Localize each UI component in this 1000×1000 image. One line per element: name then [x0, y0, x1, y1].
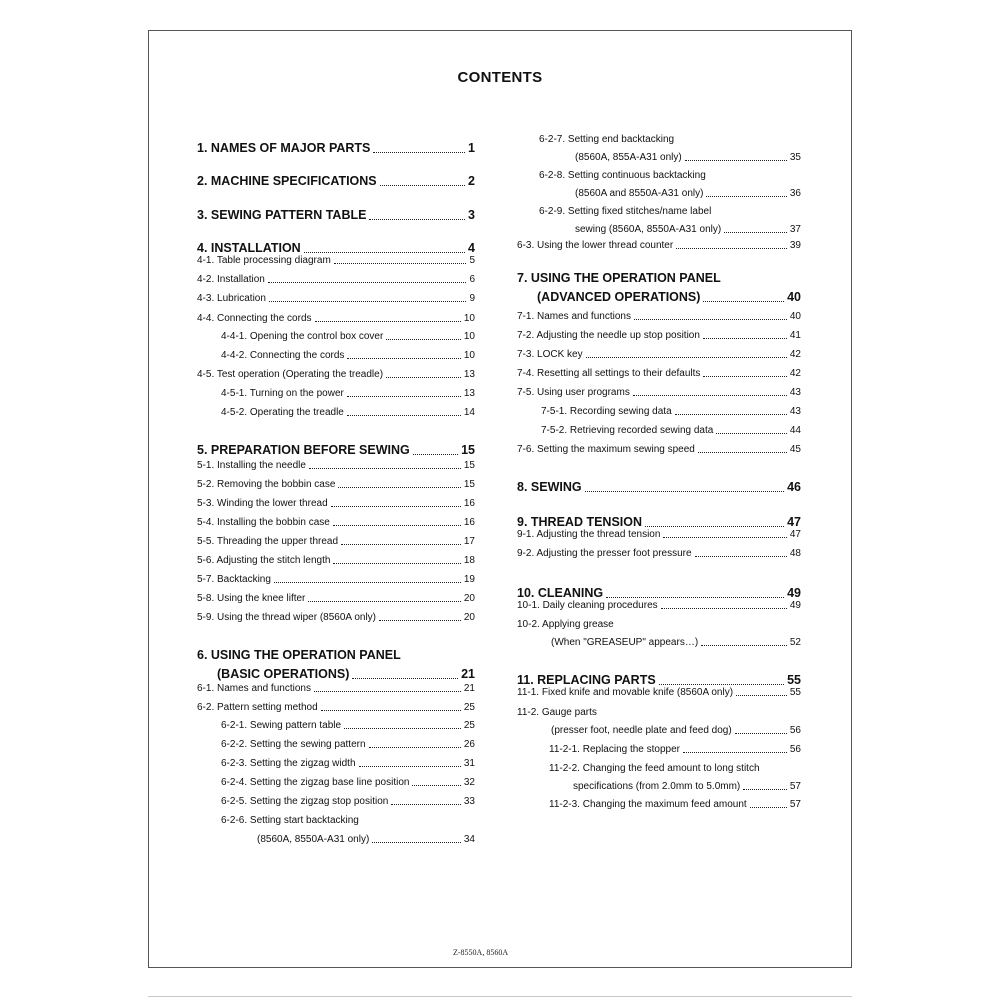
toc-entry-title: 6-2-5. Setting the zigzag stop position: [221, 796, 389, 807]
toc-entry-title: (When "GREASEUP" appears…): [551, 637, 699, 648]
toc-page-number: 6: [469, 274, 475, 285]
toc-entry: [197, 536, 475, 548]
toc-entry-title: 5-4. Installing the bobbin case: [197, 517, 330, 528]
toc-entry-title: 11-2-2. Changing the feed amount to long stitch: [549, 763, 760, 774]
toc-entry-title: 4-2. Installation: [197, 274, 265, 285]
toc-entry-title: 6-3. Using the lower thread counter: [517, 240, 674, 251]
dot-leader: [698, 452, 787, 453]
toc-entry-title: 6. USING THE OPERATION PANEL: [197, 648, 401, 662]
dot-leader: [645, 526, 784, 527]
dot-leader: [701, 645, 787, 646]
toc-entry: [197, 720, 475, 732]
toc-entry-title: 4-4-1. Opening the control box cover: [221, 331, 384, 342]
toc-page-number: 47: [789, 529, 801, 540]
dot-leader: [347, 396, 461, 397]
toc-entry: [517, 311, 801, 323]
page-title: CONTENTS: [457, 69, 543, 86]
toc-entry-title: 6-2-3. Setting the zigzag width: [221, 758, 356, 769]
toc-entry-title: 5. PREPARATION BEFORE SEWING: [197, 443, 410, 457]
toc-entry-title: 11-2-3. Changing the maximum feed amount: [549, 799, 747, 810]
toc-entry-title: 6-2-1. Sewing pattern table: [221, 720, 342, 731]
dot-leader: [724, 232, 787, 233]
toc-entry: [517, 444, 801, 456]
toc-entry: [197, 739, 475, 751]
toc-entry-title: 11-2-1. Replacing the stopper: [549, 744, 681, 755]
dot-leader: [743, 789, 787, 790]
toc-page-number: 17: [463, 536, 475, 547]
toc-entry: [517, 387, 801, 399]
toc-page-number: 16: [463, 498, 475, 509]
toc-page-number: 49: [787, 586, 801, 600]
toc-page-number: 57: [789, 799, 801, 810]
toc-entry: [197, 350, 475, 362]
toc-entry: [197, 555, 475, 567]
toc-page-number: 3: [468, 208, 475, 222]
toc-entry: [517, 368, 801, 380]
toc-entry: [197, 777, 475, 789]
toc-entry-title: 5-9. Using the thread wiper (8560A only): [197, 612, 376, 623]
dot-leader: [675, 414, 787, 415]
dot-leader: [315, 321, 461, 322]
toc-page-number: 15: [463, 460, 475, 471]
toc-entry: [517, 515, 801, 530]
toc-page-number: 41: [789, 330, 801, 341]
dot-leader: [585, 491, 785, 492]
dot-leader: [706, 196, 786, 197]
bottom-divider: [148, 996, 852, 997]
toc-entry: [197, 834, 475, 846]
toc-entry-title: 10-1. Daily cleaning procedures: [517, 600, 658, 611]
toc-entry-title: 6-2-4. Setting the zigzag base line position: [221, 777, 410, 788]
toc-entry: [517, 637, 801, 649]
toc-entry: [517, 290, 801, 305]
toc-entry-title: 5-5. Threading the upper thread: [197, 536, 339, 547]
toc-page-number: 4: [468, 241, 475, 255]
dot-leader: [333, 563, 460, 564]
toc-entry: [517, 799, 801, 811]
toc-page-number: 10: [463, 313, 475, 324]
toc-page-number: 55: [789, 687, 801, 698]
toc-entry-title: 6-2-9. Setting fixed stitches/name label: [539, 206, 712, 217]
toc-entry: [517, 687, 801, 699]
toc-page-number: 18: [463, 555, 475, 566]
toc-entry-title: 6-1. Names and functions: [197, 683, 311, 694]
toc-entry-title: 10. CLEANING: [517, 586, 604, 600]
toc-page-number: 5: [469, 255, 475, 266]
toc-entry: [197, 407, 475, 419]
toc-entry: [517, 586, 801, 601]
toc-entry-title: 4-3. Lubrication: [197, 293, 266, 304]
toc-entry: [197, 331, 475, 343]
dot-leader: [736, 695, 787, 696]
toc-entry-title: sewing (8560A, 8550A-A31 only): [575, 224, 722, 235]
toc-entry: [517, 406, 801, 418]
toc-entry: [197, 241, 475, 256]
dot-leader: [333, 525, 461, 526]
toc-page-number: 49: [789, 600, 801, 611]
toc-page-number: 35: [789, 152, 801, 163]
toc-entry-title: (8560A, 855A-A31 only): [575, 152, 682, 163]
toc-entry: [517, 548, 801, 560]
toc-page-number: 10: [463, 331, 475, 342]
toc-entry-title: 7-2. Adjusting the needle up stop position: [517, 330, 700, 341]
toc-entry: [197, 388, 475, 400]
toc-entry: [197, 667, 475, 682]
page-footer: Z-8550A, 8560A: [453, 948, 509, 957]
dot-leader: [391, 804, 461, 805]
toc-entry: [517, 349, 801, 361]
toc-entry: [197, 796, 475, 808]
toc-entry: [517, 725, 801, 737]
toc-entry: [197, 702, 475, 714]
dot-leader: [379, 620, 461, 621]
toc-page-number: 31: [463, 758, 475, 769]
toc-entry-title: 4-1. Table processing diagram: [197, 255, 331, 266]
toc-entry-title: 7-5. Using user programs: [517, 387, 630, 398]
toc-entry-title: (8560A and 8550A-A31 only): [575, 188, 704, 199]
dot-leader: [352, 678, 458, 679]
toc-entry: [197, 174, 475, 189]
toc-entry: [197, 313, 475, 325]
dot-leader: [314, 691, 461, 692]
toc-entry: [197, 274, 475, 286]
dot-leader: [274, 582, 461, 583]
toc-entry: [517, 152, 801, 164]
toc-page-number: 2: [468, 174, 475, 188]
toc-page-number: 56: [789, 744, 801, 755]
toc-page-number: 42: [789, 349, 801, 360]
toc-entry-title: 7-6. Setting the maximum sewing speed: [517, 444, 695, 455]
dot-leader: [269, 301, 467, 302]
toc-page-number: 40: [789, 311, 801, 322]
dot-leader: [309, 468, 461, 469]
dot-leader: [412, 785, 460, 786]
toc-entry: [517, 529, 801, 541]
toc-entry-title: 5-6. Adjusting the stitch length: [197, 555, 331, 566]
dot-leader: [359, 766, 461, 767]
toc-page-number: 19: [463, 574, 475, 585]
toc-entry-title: (presser foot, needle plate and feed dog): [551, 725, 732, 736]
toc-entry-title: 5-8. Using the knee lifter: [197, 593, 306, 604]
toc-entry-title: 7-5-2. Retrieving recorded sewing data: [541, 425, 714, 436]
dot-leader: [695, 556, 787, 557]
toc-page-number: 43: [789, 406, 801, 417]
toc-entry-title: 7. USING THE OPERATION PANEL: [517, 271, 721, 285]
toc-page-number: 10: [463, 350, 475, 361]
toc-page-number: 26: [463, 739, 475, 750]
toc-entry-title: 4-4. Connecting the cords: [197, 313, 312, 324]
toc-page-number: 13: [463, 369, 475, 380]
toc-entry: [517, 744, 801, 756]
toc-entry: [197, 293, 475, 305]
toc-entry: [197, 683, 475, 695]
toc-page-number: 20: [463, 612, 475, 623]
toc-entry: [517, 600, 801, 612]
toc-page-number: 21: [463, 683, 475, 694]
toc-entry-title: 7-3. LOCK key: [517, 349, 583, 360]
toc-page-number: 13: [463, 388, 475, 399]
toc-page-number: 9: [469, 293, 475, 304]
toc-page-number: 47: [787, 515, 801, 529]
toc-entry-title: 11-1. Fixed knife and movable knife (8560A only): [517, 687, 734, 698]
toc-entry: [197, 593, 475, 605]
toc-entry: [517, 673, 801, 688]
toc-entry-title: 9-1. Adjusting the thread tension: [517, 529, 661, 540]
toc-entry: [197, 517, 475, 529]
dot-leader: [703, 376, 786, 377]
dot-leader: [683, 752, 787, 753]
toc-entry-title: (8560A, 8550A-A31 only): [257, 834, 370, 845]
toc-entry-title: 6-2. Pattern setting method: [197, 702, 318, 713]
toc-page-number: 34: [463, 834, 475, 845]
dot-leader: [703, 301, 784, 302]
toc-entry-title: 5-3. Winding the lower thread: [197, 498, 328, 509]
toc-entry-title: (ADVANCED OPERATIONS): [537, 290, 701, 304]
toc-entry: [197, 208, 475, 223]
toc-entry: [517, 224, 801, 236]
toc-page-number: 39: [789, 240, 801, 251]
toc-page-number: 56: [789, 725, 801, 736]
dot-leader: [386, 339, 461, 340]
toc-page-number: 45: [789, 444, 801, 455]
toc-page-number: 16: [463, 517, 475, 528]
dot-leader: [380, 185, 465, 186]
toc-page-number: 25: [463, 720, 475, 731]
toc-page-number: 21: [461, 667, 475, 681]
toc-entry-title: 7-5-1. Recording sewing data: [541, 406, 672, 417]
toc-entry: [197, 612, 475, 624]
toc-page-number: 43: [789, 387, 801, 398]
dot-leader: [413, 454, 458, 455]
dot-leader: [334, 263, 467, 264]
toc-entry-title: 3. SEWING PATTERN TABLE: [197, 208, 367, 222]
toc-entry-title: 6-2-8. Setting continuous backtacking: [539, 170, 706, 181]
toc-entry: [197, 255, 475, 267]
toc-entry-title: 5-7. Backtacking: [197, 574, 271, 585]
toc-entry: [517, 480, 801, 495]
dot-leader: [703, 338, 787, 339]
toc-entry-title: 4-5-1. Turning on the power: [221, 388, 344, 399]
toc-entry-title: 10-2. Applying grease: [517, 619, 614, 630]
dot-leader: [331, 506, 461, 507]
dot-leader: [369, 747, 461, 748]
toc-page-number: 1: [468, 141, 475, 155]
dot-leader: [659, 684, 784, 685]
toc-entry-title: 4-4-2. Connecting the cords: [221, 350, 345, 361]
dot-leader: [347, 415, 461, 416]
toc-page-number: 15: [461, 443, 475, 457]
toc-entry: [517, 781, 801, 793]
dot-leader: [633, 395, 787, 396]
dot-leader: [750, 807, 787, 808]
dot-leader: [586, 357, 787, 358]
toc-entry-title: 6-2-7. Setting end backtacking: [539, 134, 675, 145]
toc-page-number: 52: [789, 637, 801, 648]
toc-page-number: 14: [463, 407, 475, 418]
toc-page-number: 36: [789, 188, 801, 199]
toc-entry-title: 7-4. Resetting all settings to their defaults: [517, 368, 701, 379]
toc-entry-title: 9. THREAD TENSION: [517, 515, 643, 529]
dot-leader: [347, 358, 460, 359]
toc-entry: [517, 330, 801, 342]
toc-entry-title: 5-2. Removing the bobbin case: [197, 479, 336, 490]
toc-entry-title: 6-2-2. Setting the sewing pattern: [221, 739, 366, 750]
dot-leader: [685, 160, 787, 161]
toc-entry-title: (BASIC OPERATIONS): [217, 667, 350, 681]
toc-page-number: 32: [463, 777, 475, 788]
toc-page-number: 33: [463, 796, 475, 807]
toc-entry: [197, 574, 475, 586]
dot-leader: [735, 733, 787, 734]
toc-page-number: 37: [789, 224, 801, 235]
toc-page-number: 15: [463, 479, 475, 490]
toc-entry: [517, 240, 801, 252]
toc-entry: [197, 369, 475, 381]
toc-entry: [197, 498, 475, 510]
dot-leader: [606, 597, 784, 598]
toc-entry-title: 11-2. Gauge parts: [517, 707, 597, 718]
dot-leader: [386, 377, 461, 378]
toc-entry: [517, 425, 801, 437]
dot-leader: [373, 152, 465, 153]
toc-entry-title: 1. NAMES OF MAJOR PARTS: [197, 141, 371, 155]
toc-entry-title: 4-5-2. Operating the treadle: [221, 407, 344, 418]
toc-entry-title: 4. INSTALLATION: [197, 241, 301, 255]
toc-entry: [197, 460, 475, 472]
toc-entry-title: 11. REPLACING PARTS: [517, 673, 656, 687]
toc-page-number: 57: [789, 781, 801, 792]
dot-leader: [676, 248, 787, 249]
toc-entry-title: 4-5. Test operation (Operating the treadle): [197, 369, 384, 380]
dot-leader: [304, 252, 465, 253]
toc-entry-title: 8. SEWING: [517, 480, 582, 494]
dot-leader: [716, 433, 787, 434]
toc-page-number: 40: [787, 290, 801, 304]
dot-leader: [338, 487, 460, 488]
toc-entry-title: 6-2-6. Setting start backtacking: [221, 815, 359, 826]
dot-leader: [369, 219, 465, 220]
toc-page-number: 55: [787, 673, 801, 687]
toc-entry-title: 5-1. Installing the needle: [197, 460, 306, 471]
toc-entry-title: specifications (from 2.0mm to 5.0mm): [573, 781, 741, 792]
toc-page-number: 25: [463, 702, 475, 713]
toc-entry: [197, 443, 475, 458]
dot-leader: [634, 319, 787, 320]
document-page: [148, 30, 852, 968]
dot-leader: [372, 842, 461, 843]
dot-leader: [341, 544, 461, 545]
toc-page-number: 48: [789, 548, 801, 559]
toc-entry: [197, 141, 475, 156]
dot-leader: [661, 608, 787, 609]
dot-leader: [663, 537, 786, 538]
toc-entry-title: 2. MACHINE SPECIFICATIONS: [197, 174, 377, 188]
toc-entry: [197, 479, 475, 491]
dot-leader: [268, 282, 467, 283]
dot-leader: [308, 601, 460, 602]
toc-page-number: 20: [463, 593, 475, 604]
toc-page-number: 46: [787, 480, 801, 494]
toc-page-number: 44: [789, 425, 801, 436]
toc-entry: [197, 758, 475, 770]
toc-entry-title: 7-1. Names and functions: [517, 311, 631, 322]
toc-entry-title: 9-2. Adjusting the presser foot pressure: [517, 548, 692, 559]
dot-leader: [321, 710, 461, 711]
toc-page-number: 42: [789, 368, 801, 379]
toc-entry: [517, 188, 801, 200]
dot-leader: [344, 728, 461, 729]
